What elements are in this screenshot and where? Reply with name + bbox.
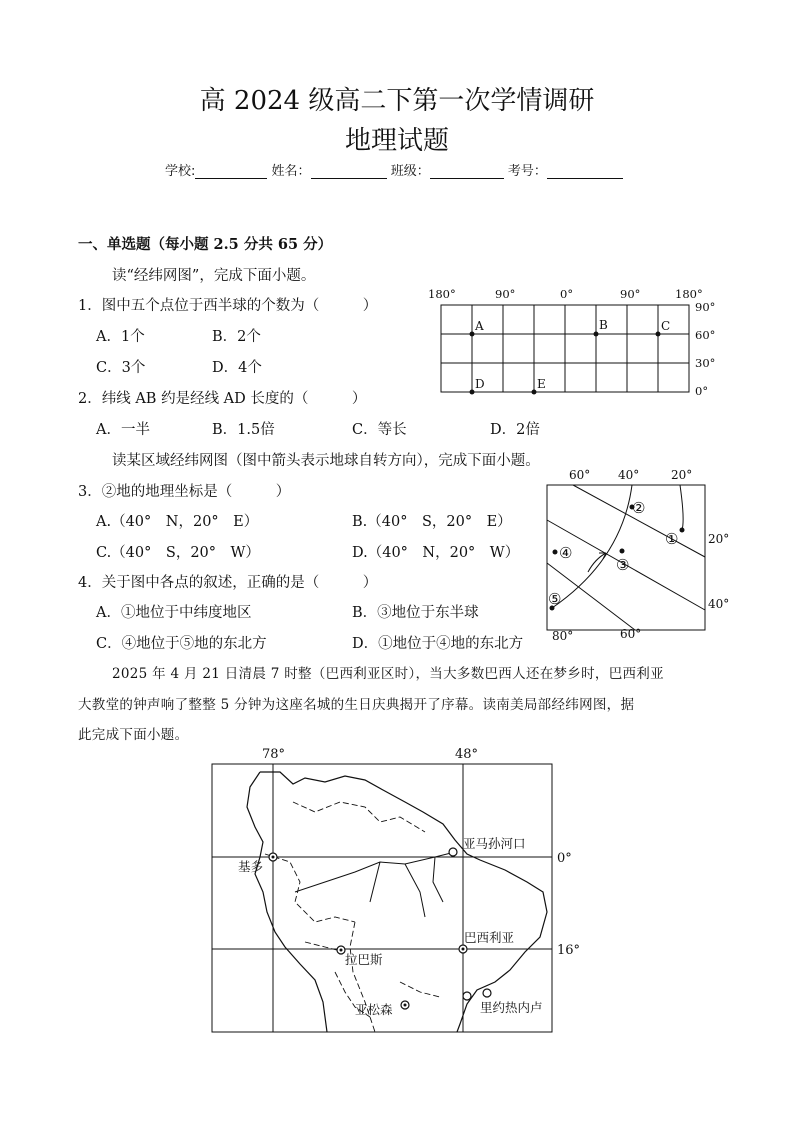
fig2-point-1: ①: [665, 530, 679, 548]
fig1-lat-90: 90°: [695, 300, 716, 314]
fig1-point-d: D: [475, 377, 485, 391]
fig1-lon-180e: 180°: [675, 287, 703, 301]
question-3-stem: 3．②地的地理坐标是（ ）: [78, 484, 291, 500]
fig1-point-b: B: [599, 318, 608, 332]
fig1-lat-60: 60°: [695, 328, 716, 342]
q4-option-a[interactable]: A．①地位于中纬度地区: [96, 605, 252, 621]
q1-option-b[interactable]: B．2个: [212, 329, 261, 345]
figure-3-south-america-map: [205, 742, 595, 1042]
section-heading: 一、单选题（每小题 2.5 分共 65 分）: [78, 236, 333, 253]
q3-option-b[interactable]: B.（40° S，20° E）: [352, 514, 512, 530]
q4-option-d[interactable]: D．①地位于④地的东北方: [352, 636, 524, 652]
fig1-point-e: E: [537, 377, 546, 391]
q1-option-d[interactable]: D．4个: [212, 360, 262, 376]
q2-option-c[interactable]: C．等长: [352, 422, 407, 438]
fig2-bottom-80: 80°: [552, 629, 574, 643]
fig1-lon-90w: 90°: [495, 287, 516, 301]
intro-text-1: 读“经纬网图”，完成下面小题。: [112, 268, 316, 284]
fig1-lon-90e: 90°: [620, 287, 641, 301]
fig3-label-quito: 基多: [238, 859, 264, 874]
fig2-top-40: 40°: [618, 468, 640, 482]
question-2-stem: 2．纬线 AB 约是经线 AD 长度的（ ）: [78, 391, 367, 407]
fig1-lat-0: 0°: [695, 384, 709, 398]
q3-option-c[interactable]: C.（40° S，20° W）: [96, 545, 260, 561]
fig1-point-c: C: [661, 319, 671, 333]
class-field[interactable]: [430, 164, 504, 179]
fig2-right-20: 20°: [708, 532, 730, 546]
q1-option-a[interactable]: A．1个: [96, 329, 145, 345]
fig3-label-asuncion: 亚松森: [355, 1002, 393, 1017]
fig3-label-amazon-mouth: 亚马孙河口: [463, 836, 526, 851]
id-label: 考号：: [507, 164, 547, 179]
fig1-lat-30: 30°: [695, 356, 716, 370]
exam-subtitle: 地理试题: [344, 126, 449, 156]
q2-option-b[interactable]: B．1.5倍: [212, 422, 275, 438]
student-info-row: [165, 160, 623, 179]
q2-option-d[interactable]: D．2倍: [490, 422, 540, 438]
fig2-top-20: 20°: [671, 468, 693, 482]
name-field[interactable]: [311, 164, 387, 179]
fig2-point-3: ③: [616, 556, 630, 574]
fig3-lat-0: 0°: [557, 851, 572, 866]
name-label: 姓名：: [271, 164, 311, 179]
fig3-label-rio: 里约热内卢: [480, 1000, 543, 1015]
intro-text-2: 读某区域经纬网图（图中箭头表示地球自转方向），完成下面小题。: [112, 453, 540, 469]
id-field[interactable]: [547, 164, 623, 179]
fig1-point-a: A: [475, 319, 484, 333]
fig3-label-brasilia: 巴西利亚: [464, 930, 515, 945]
class-label: 班级：: [390, 164, 430, 179]
fig2-point-4: ④: [559, 544, 573, 562]
q4-option-c[interactable]: C．④地位于⑤地的东北方: [96, 636, 267, 652]
fig2-point-2: ②: [632, 499, 646, 517]
fig1-lon-0: 0°: [560, 287, 574, 301]
passage-line-3: 此完成下面小题。: [78, 727, 189, 743]
fig3-label-la-paz: 拉巴斯: [345, 952, 383, 967]
passage-line-2: 大教堂的钟声响了整整 5 分钟为这座名城的生日庆典揭开了序幕。读南美局部经纬网图，据: [78, 697, 635, 713]
q4-option-b[interactable]: B．③地位于东半球: [352, 605, 479, 621]
fig1-lon-180w: 180°: [428, 287, 456, 301]
fig2-right-40: 40°: [708, 597, 730, 611]
fig2-point-5: ⑤: [548, 590, 562, 608]
question-4-stem: 4．关于图中各点的叙述，正确的是（ ）: [78, 575, 378, 591]
school-label: 学校:: [165, 164, 196, 179]
passage-line-1: 2025 年 4 月 21 日清晨 7 时整（巴西利亚区时），当大多数巴西人还在梦乡时，巴西利亚: [112, 666, 664, 682]
question-1-stem: 1．图中五个点位于西半球的个数为（ ）: [78, 298, 378, 314]
q1-option-c[interactable]: C．3个: [96, 360, 146, 376]
fig3-lon-48: 48°: [455, 747, 479, 762]
fig2-bottom-60: 60°: [620, 627, 642, 641]
figure-2-region-grid: [540, 465, 740, 645]
figure-1-grid-map: [425, 285, 725, 400]
fig3-lon-78: 78°: [262, 747, 286, 762]
q2-option-a[interactable]: A．一半: [96, 422, 150, 438]
exam-title: 高 2024 级高二下第一次学情调研: [199, 86, 595, 116]
q3-option-d[interactable]: D.（40° N，20° W）: [352, 545, 520, 561]
fig2-top-60: 60°: [569, 468, 591, 482]
q3-option-a[interactable]: A.（40° N，20° E）: [96, 514, 259, 530]
school-field[interactable]: [195, 164, 267, 179]
fig3-lat-16: 16°: [557, 943, 581, 958]
